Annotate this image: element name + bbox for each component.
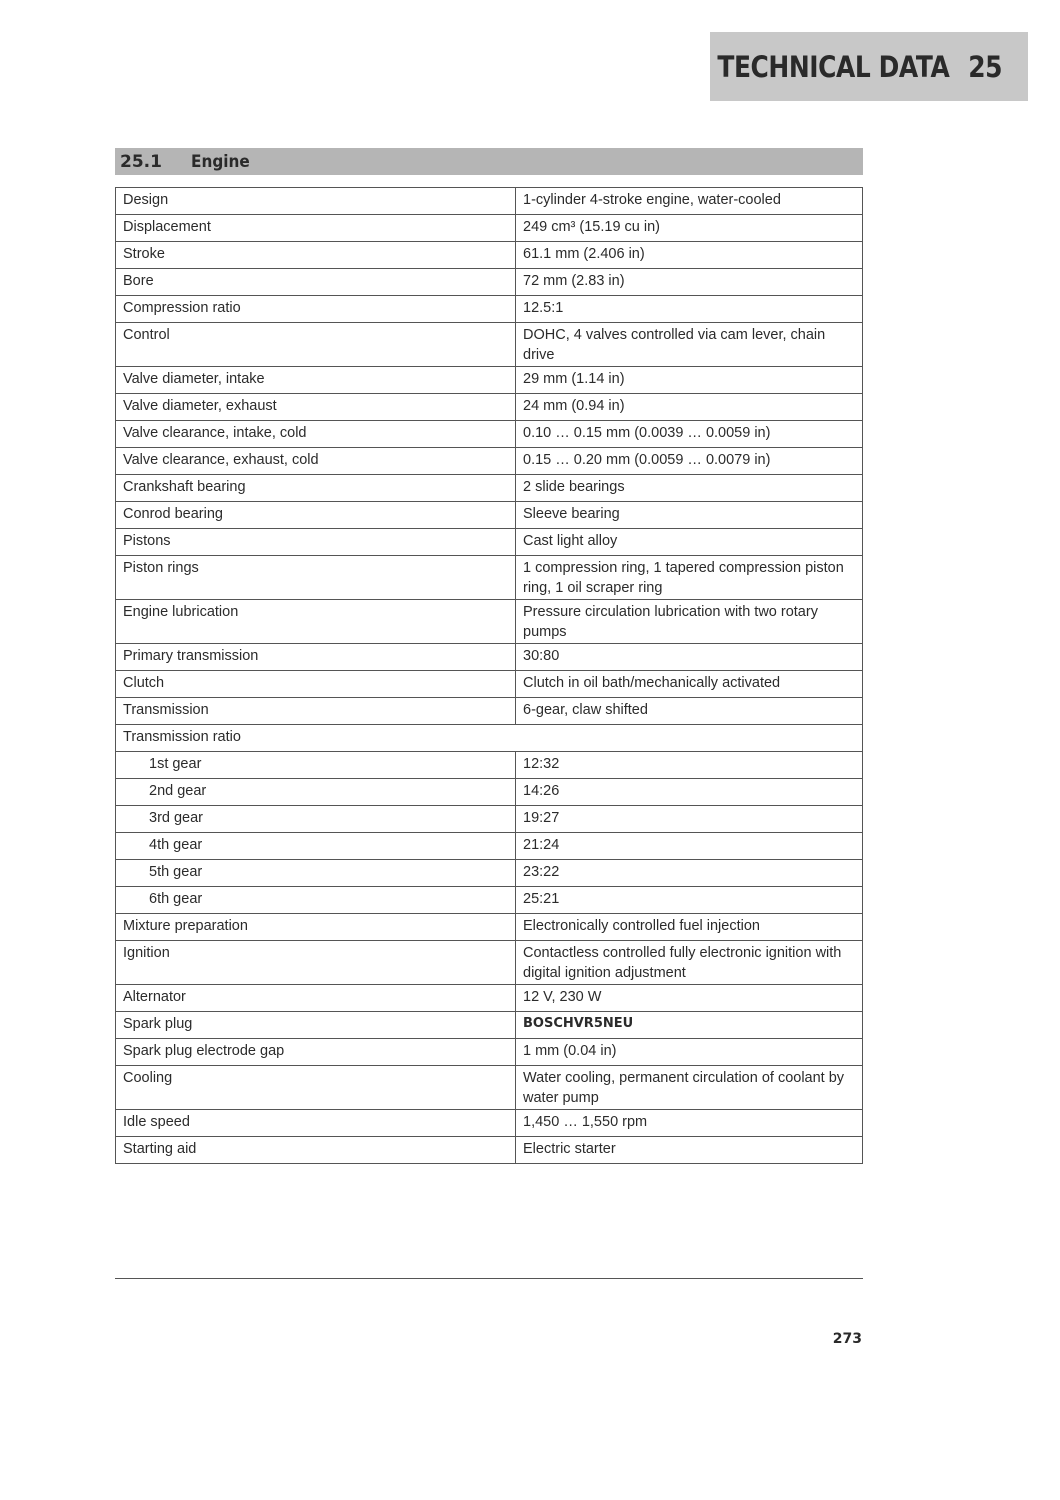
spec-row — [116, 725, 863, 752]
spec-value: 249 cm³ (15.19 cu in) — [516, 215, 863, 242]
spec-value: 24 mm (0.94 in) — [516, 394, 863, 421]
spec-row — [116, 1137, 863, 1164]
spec-label: 1st gear — [116, 752, 516, 779]
spec-row — [116, 600, 863, 644]
spec-label: Bore — [116, 269, 516, 296]
spec-value: 30:80 — [516, 644, 863, 671]
spec-value: 0.15 … 0.20 mm (0.0059 … 0.0079 in) — [516, 448, 863, 475]
spec-label: 5th gear — [116, 860, 516, 887]
spec-row — [116, 242, 863, 269]
spec-row — [116, 1066, 863, 1110]
spec-value: Electric starter — [516, 1137, 863, 1164]
spec-label: Valve clearance, intake, cold — [116, 421, 516, 448]
spec-label: Compression ratio — [116, 296, 516, 323]
spec-row — [116, 1039, 863, 1066]
spec-value: 29 mm (1.14 in) — [516, 367, 863, 394]
spec-value: 25:21 — [516, 887, 863, 914]
spec-label: Alternator — [116, 985, 516, 1012]
spec-value: 1 mm (0.04 in) — [516, 1039, 863, 1066]
spec-row — [116, 887, 863, 914]
section-title: Engine — [191, 151, 250, 172]
spec-label: Clutch — [116, 671, 516, 698]
spec-row — [116, 323, 863, 367]
spec-value: 19:27 — [516, 806, 863, 833]
chapter-number: 25 — [968, 49, 1002, 84]
spec-label: Pistons — [116, 529, 516, 556]
spec-label: Valve diameter, intake — [116, 367, 516, 394]
spec-label: 4th gear — [116, 833, 516, 860]
spec-row — [116, 833, 863, 860]
spec-row — [116, 269, 863, 296]
spec-label: 3rd gear — [116, 806, 516, 833]
spec-label: Starting aid — [116, 1137, 516, 1164]
spec-value: 12:32 — [516, 752, 863, 779]
spec-label: Ignition — [116, 941, 516, 985]
spec-row — [116, 671, 863, 698]
spec-label: Primary transmission — [116, 644, 516, 671]
page-number: 273 — [832, 1331, 862, 1347]
spec-value: 14:26 — [516, 779, 863, 806]
spec-row — [116, 985, 863, 1012]
spec-row — [116, 860, 863, 887]
spec-row — [116, 529, 863, 556]
spec-label: Mixture preparation — [116, 914, 516, 941]
chapter-title-text: TECHNICAL DATA — [717, 49, 950, 84]
spec-value: 1,450 … 1,550 rpm — [516, 1110, 863, 1137]
spec-label: Engine lubrication — [116, 600, 516, 644]
spec-value: Cast light alloy — [516, 529, 863, 556]
spec-table-body — [116, 188, 863, 1164]
section-heading — [115, 148, 863, 175]
chapter-tab — [710, 32, 1028, 101]
spec-value: 0.10 … 0.15 mm (0.0039 … 0.0059 in) — [516, 421, 863, 448]
spec-value: Water cooling, permanent circulation of coolant by water pump — [516, 1066, 863, 1110]
spec-row — [116, 188, 863, 215]
section-number: 25.1 — [120, 151, 162, 172]
spec-row — [116, 215, 863, 242]
spec-value: 72 mm (2.83 in) — [516, 269, 863, 296]
spec-label: Stroke — [116, 242, 516, 269]
spec-value: 23:22 — [516, 860, 863, 887]
spec-row — [116, 644, 863, 671]
spec-row — [116, 556, 863, 600]
spec-label: Cooling — [116, 1066, 516, 1110]
spec-row — [116, 296, 863, 323]
spec-value: DOHC, 4 valves controlled via cam lever, chain drive — [516, 323, 863, 367]
spec-value: 1-cylinder 4-stroke engine, water-cooled — [516, 188, 863, 215]
spec-value: 1 compression ring, 1 tapered compression piston ring, 1 oil scraper ring — [516, 556, 863, 600]
spec-row — [116, 421, 863, 448]
spec-label: Valve clearance, exhaust, cold — [116, 448, 516, 475]
spec-label: Spark plug — [116, 1012, 516, 1039]
spec-label: Conrod bearing — [116, 502, 516, 529]
spec-value: 12 V, 230 W — [516, 985, 863, 1012]
engine-spec-table — [115, 187, 863, 1164]
spec-row — [116, 941, 863, 985]
spec-row — [116, 367, 863, 394]
spec-row — [116, 502, 863, 529]
spec-value: Pressure circulation lubrication with two rotary pumps — [516, 600, 863, 644]
spec-label: Transmission — [116, 698, 516, 725]
spec-value: 21:24 — [516, 833, 863, 860]
spec-value: 6-gear, claw shifted — [516, 698, 863, 725]
spec-row — [116, 1110, 863, 1137]
chapter-title — [717, 50, 1002, 84]
spec-label: 2nd gear — [116, 779, 516, 806]
spec-value: 12.5:1 — [516, 296, 863, 323]
spec-label: Valve diameter, exhaust — [116, 394, 516, 421]
spec-value: Contactless controlled fully electronic ignition with digital ignition adjustment — [516, 941, 863, 985]
spec-row — [116, 698, 863, 725]
spec-row — [116, 475, 863, 502]
spec-row — [116, 806, 863, 833]
spec-label: Spark plug electrode gap — [116, 1039, 516, 1066]
spec-value: Electronically controlled fuel injection — [516, 914, 863, 941]
spec-row — [116, 1012, 863, 1039]
spec-value: Sleeve bearing — [516, 502, 863, 529]
spec-row — [116, 752, 863, 779]
spec-label: Transmission ratio — [116, 725, 863, 752]
spec-row — [116, 779, 863, 806]
spec-label: Crankshaft bearing — [116, 475, 516, 502]
spec-label: Idle speed — [116, 1110, 516, 1137]
spec-value: 2 slide bearings — [516, 475, 863, 502]
spec-label: 6th gear — [116, 887, 516, 914]
spec-value: 61.1 mm (2.406 in) — [516, 242, 863, 269]
footer-divider — [115, 1278, 863, 1279]
spec-label: Control — [116, 323, 516, 367]
spec-label: Design — [116, 188, 516, 215]
spec-value: BOSCHVR5NEU — [516, 1012, 863, 1039]
spec-row — [116, 448, 863, 475]
spec-row — [116, 914, 863, 941]
spec-label: Displacement — [116, 215, 516, 242]
spec-row — [116, 394, 863, 421]
spec-label: Piston rings — [116, 556, 516, 600]
spec-value: Clutch in oil bath/mechanically activated — [516, 671, 863, 698]
